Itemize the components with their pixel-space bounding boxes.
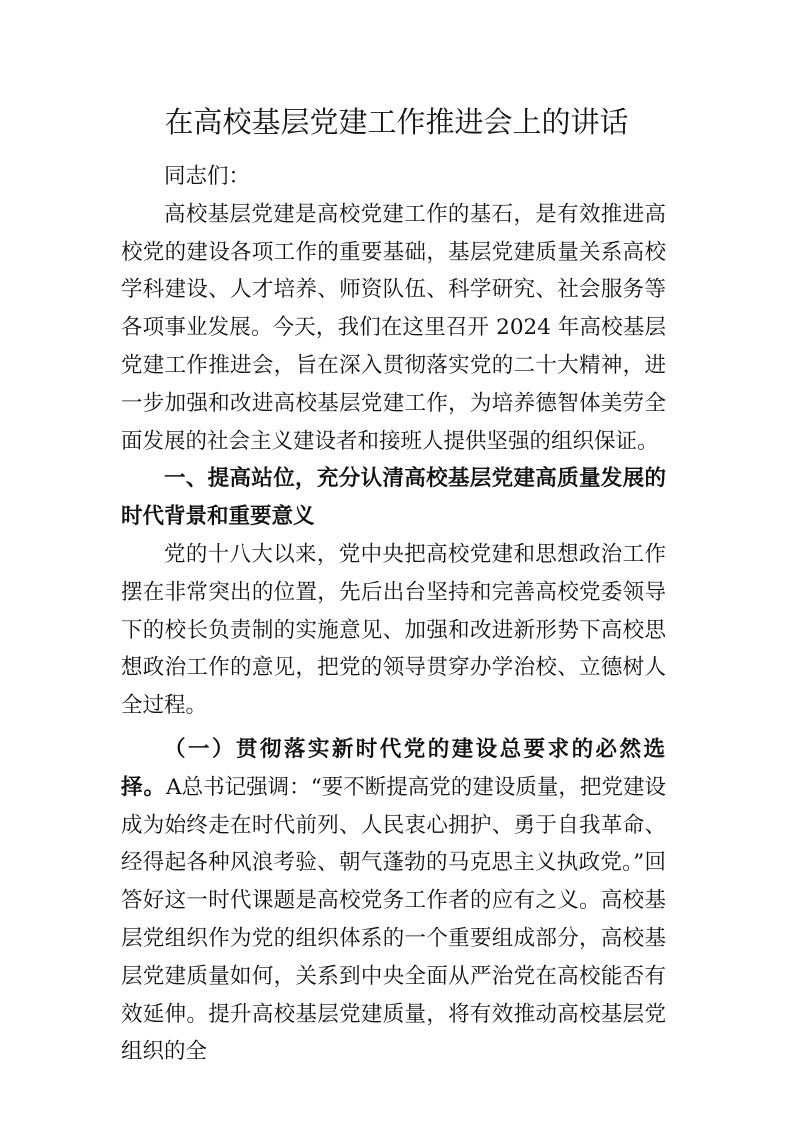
subsection-1-paragraph [121, 725, 666, 1071]
greeting: 同志们： [164, 164, 251, 189]
intro-paragraph: 高校基层党建是高校党建工作的基石，是有效推进高校党的建设各项工作的重要基础，基层党建质量关系高校学科建设、人才培养、师资队伍、科学研究、社会服务等各项事业发展。今天，我们在这里召开 2024 年高校基层党建工作推进会，旨在深入贯彻落实党的二十大精神，进一步加强和改进高校基层党建工作，为培养德智体美劳全面发展的社会主义建设者和接班人提供坚强的组织保证。 [121, 201, 666, 454]
document-title: 在高校基层党建工作推进会上的讲话 [164, 105, 629, 139]
subsection-1-text: A总书记强调：“要不断提高党的建设质量，把党建设成为始终走在时代前列、人民衷心拥护、勇于自我革命、经得起各种风浪考验、朝气蓬勃的马克思主义执政党。”回答好这一时代课题是高校党务工作者的应有之义。高校基层党组织作为党的组织体系的一个重要组成部分，高校基层党建质量如何，关系到中央全面从严治党在高校能否有效延伸。提升高校基层党建质量，将有效推动高校基层党组织的全 [121, 774, 666, 1065]
section-heading-1: 一、提高站位，充分认清高校基层党建高质量发展的时代背景和重要意义 [121, 466, 666, 530]
document-body [121, 158, 666, 1071]
section-1-paragraph: 党的十八大以来，党中央把高校党建和思想政治工作摆在非常突出的位置，先后出台坚持和完善高校党委领导下的校长负责制的实施意见、加强和改进新形势下高校思想政治工作的意见，把党的领导贯穿办学治校、立德树人全过程。 [121, 541, 666, 719]
subsection-1-heading: （一）贯彻落实新时代党的建设总要求的必然选择。 [121, 736, 666, 800]
